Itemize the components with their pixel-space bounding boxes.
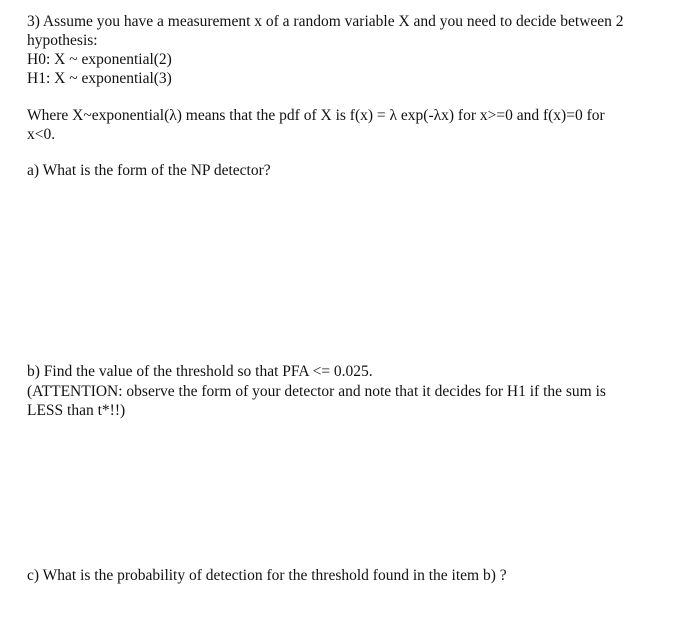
question-c-text: c) What is the probability of detection for the threshold found in the item b) ? <box>27 567 507 584</box>
hypothesis-h1: H1: X ~ exponential(3) <box>27 70 172 87</box>
definition-line-1: Where X~exponential(λ) means that the pdf of X is f(x) = λ exp(-λx) for x>=0 and f(x)=0 for <box>27 107 605 124</box>
hypothesis-h0: H0: X ~ exponential(2) <box>27 51 172 68</box>
question-b-line-3: LESS than t*!!) <box>27 402 126 419</box>
question-a-text: a) What is the form of the NP detector? <box>27 162 271 179</box>
intro-line-2: hypothesis: <box>27 32 98 49</box>
question-b-line-1: b) Find the value of the threshold so that PFA <= 0.025. <box>27 363 373 380</box>
question-b-line-2: (ATTENTION: observe the form of your detector and note that it decides for H1 if the sum is <box>27 383 606 400</box>
definition-line-2: x<0. <box>27 126 56 143</box>
intro-line-1: 3) Assume you have a measurement x of a random variable X and you need to decide between 2 <box>27 13 624 30</box>
